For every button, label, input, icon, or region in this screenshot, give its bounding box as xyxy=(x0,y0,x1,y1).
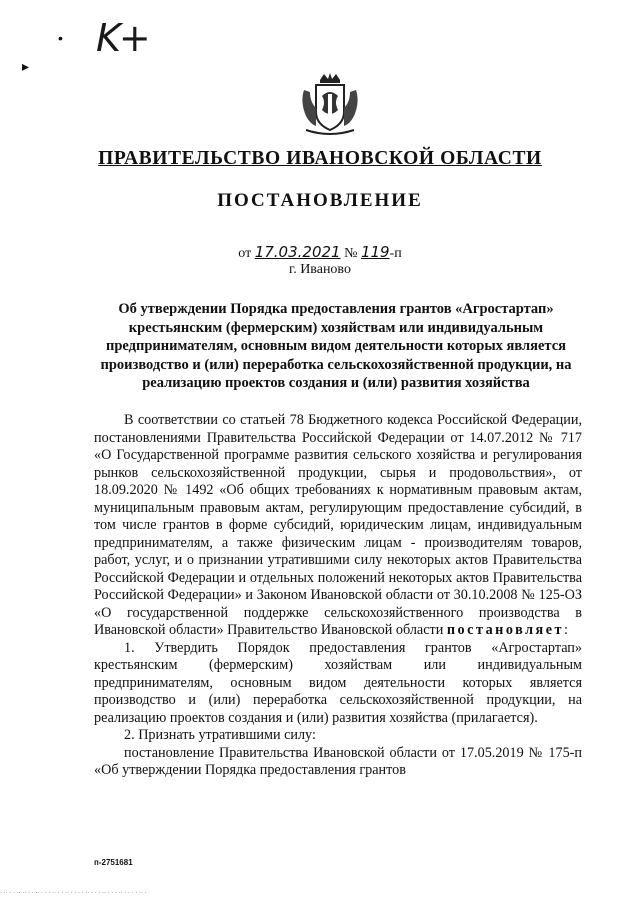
item-2: 2. Признать утратившими силу: xyxy=(124,727,316,743)
number-sign: № xyxy=(344,246,358,261)
preamble-text: В соответствии со статьей 78 Бюджетного кодекса Российской Федерации, постановлениями Правительства Российской Федерации от 14.07.2012 № 717 «О Государственной программе развития сельского хозяйства и регулирования рынков сельскохозяйственной продукции, сырья и продовольствия», от 18.09.2020 № 1492 «Об общих требованиях к нормативным правовым актам, муниципальным правовым актам, регулирующим предоставление субсидий, в том числе грантов в форме субсидий, юридическим лицам, индивидуальным предпринимателям, а также физическим лицам - производителям товаров, работ, услуг, и о признании утратившими силу некоторых актов Правительства Российской Федерации и отдельных положений некоторых актов Правительства Российской Федерации» и Законом Ивановской области от 30.10.2008 № 125-ОЗ «О государственной поддержке сельскохозяйственного производства в Ивановской области» Правительство Ивановской области xyxy=(94,412,582,638)
decree-word: постановляет xyxy=(446,622,564,638)
document-body xyxy=(94,412,582,780)
city: г. Иваново xyxy=(289,262,351,277)
preamble-paragraph xyxy=(94,412,582,640)
date-prefix: от xyxy=(238,246,252,261)
date-number-line xyxy=(0,243,640,262)
decree-colon: : xyxy=(563,622,568,638)
scan-artifact: · ·· · · ·· ·· · · ·· · · · ·· · · ·· · · · · ·· · · · ·· · · · ·· · · · · ·· · xyxy=(0,890,147,896)
item-2-text: постановление Правительства Ивановской области от 17.05.2019 № 175-п «Об утверждении Порядка предоставления грантов xyxy=(94,744,582,778)
document-code: п-2751681 xyxy=(94,858,133,867)
number-suffix: -п xyxy=(389,246,402,261)
ink-dot-mark: • xyxy=(58,30,63,46)
document-date: 17.03.2021 xyxy=(254,243,341,261)
coat-of-arms-icon xyxy=(298,72,362,138)
document-type: ПОСТАНОВЛЕНИЕ xyxy=(217,190,423,211)
document-subject: Об утверждении Порядка предоставления грантов «Агростартап» крестьянским (фермерским) хозяйствам или индивидуальным предпринимателям, основным видом деятельности которых является производство и (или) переработка сельскохозяйственной продукции, на реализацию проектов создания и (или) развития хозяйства xyxy=(100,301,572,392)
document-number: 119 xyxy=(360,243,390,261)
ink-dash-mark: ▸ xyxy=(22,58,30,74)
handwritten-mark: K+ xyxy=(96,16,149,60)
item-1: 1. Утвердить Порядок предоставления грантов «Агростартап» крестьянским (фермерским) хозяйствам или индивидуальным предпринимателям, основным видом деятельности которых является производство и (или) переработка сельскохозяйственной продукции, на реализацию проектов создания и (или) развития хозяйства (прилагается). xyxy=(94,639,582,726)
government-title: ПРАВИТЕЛЬСТВО ИВАНОВСКОЙ ОБЛАСТИ xyxy=(98,148,542,169)
